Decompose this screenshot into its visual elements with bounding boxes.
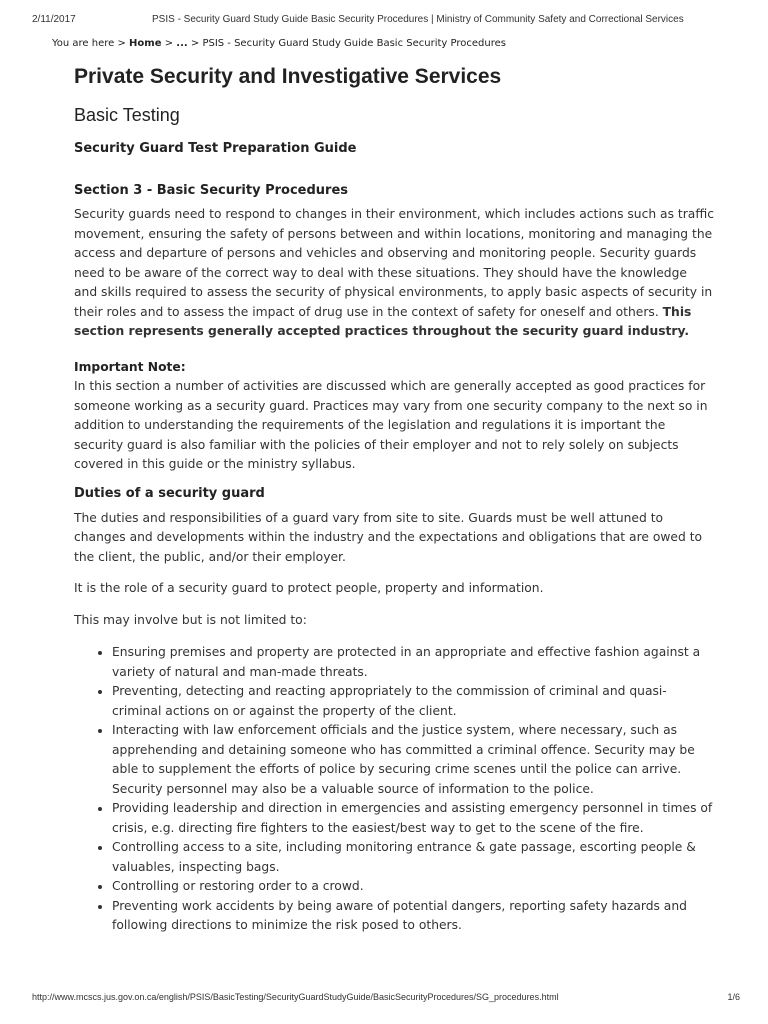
- list-item: • Ensuring premises and property are protected in an appropriate and effective fashion against a variety of natural and man-made threats.: [112, 643, 714, 682]
- important-note-label: Important Note:: [74, 359, 186, 374]
- list-item: • Controlling access to a site, including monitoring entrance & gate passage, escorting people & valuables, inspecting bags.: [112, 838, 714, 877]
- breadcrumb-prefix: You are here >: [52, 38, 126, 49]
- print-url: http://www.mcscs.jus.gov.on.ca/english/PSIS/BasicTesting/SecurityGuardStudyGuide/BasicSecurityProcedures/SG_procedures.html: [32, 992, 559, 1002]
- intro-paragraph: [74, 205, 714, 342]
- list-item: • Providing leadership and direction in emergencies and assisting emergency personnel in times of crisis, e.g. directing fire fighters to the easiest/best way to get to the scene of the fire.: [112, 799, 714, 838]
- page-subtitle: Basic Testing: [74, 105, 180, 125]
- breadcrumb-current: PSIS - Security Guard Study Guide Basic Security Procedures: [202, 38, 506, 49]
- breadcrumb-separator: >: [164, 38, 174, 49]
- breadcrumb: [52, 38, 506, 49]
- page-title: Private Security and Investigative Services: [74, 65, 502, 88]
- role-paragraph: It is the role of a security guard to protect people, property and information.: [74, 581, 544, 595]
- list-item: • Preventing, detecting and reacting appropriately to the commission of criminal and quasi-criminal actions on or against the property of the client.: [112, 682, 714, 721]
- duties-list: [74, 643, 714, 936]
- duties-paragraph: The duties and responsibilities of a guard vary from site to site. Guards must be well attuned to changes and developments within the industry and the expectations and obligations that are owed to the client, the public, and/or their employer.: [74, 510, 703, 564]
- duties-heading: Duties of a security guard: [74, 485, 265, 501]
- breadcrumb-home-link[interactable]: Home: [129, 38, 162, 49]
- important-note-text: In this section a number of activities are discussed which are generally accepted as good practices for someone working as a security guard. Practices may vary from one security company to the next so in addition to understanding the requirements of the legislation and regulations it is important the security guard is also familiar with the policies of their employer and not to rely solely on subjects covered in this guide or the ministry syllabus.: [74, 379, 708, 471]
- section-title: Section 3 - Basic Security Procedures: [74, 183, 349, 198]
- print-page-title: PSIS - Security Guard Study Guide Basic Security Procedures | Ministry of Community Safety and Correctional Services: [152, 14, 684, 25]
- list-item: • Controlling or restoring order to a crowd.: [112, 877, 714, 897]
- breadcrumb-ellipsis-link[interactable]: ...: [176, 38, 188, 49]
- breadcrumb-separator: >: [190, 38, 200, 49]
- list-item: • Preventing work accidents by being aware of potential dangers, reporting safety hazards and following directions to minimize the risk posed to others.: [112, 897, 714, 936]
- intro-bold-text: This section represents generally accepted practices throughout the security guard industry.: [74, 304, 692, 338]
- print-date: 2/11/2017: [32, 14, 76, 25]
- print-header: [32, 14, 740, 28]
- guide-title: Security Guard Test Preparation Guide: [74, 141, 357, 156]
- intro-text: Security guards need to respond to changes in their environment, which includes actions such as traffic movement, ensuring the safety of persons between and within locations, monitoring and managing the access and departure of persons and vehicles and observing and monitoring people. Security guards need to be aware of the correct way to deal with these situations. They should have the knowledge and skills required to assess the security of physical environments, to apply basic aspects of security in their roles and to assess the impact of drug use in the context of safety for oneself and others.: [74, 207, 714, 319]
- main-content: [74, 62, 714, 936]
- involve-paragraph: This may involve but is not limited to:: [74, 612, 307, 627]
- print-page-number: 1/6: [727, 992, 740, 1002]
- print-footer: [32, 992, 740, 1006]
- list-item: • Interacting with law enforcement officials and the justice system, where necessary, such as apprehending and detaining someone who has committed a criminal offence. Security may be able to supplement the efforts of police by securing crime scenes until the police can arrive. Security personnel may also be a valuable source of information to the police.: [112, 721, 714, 799]
